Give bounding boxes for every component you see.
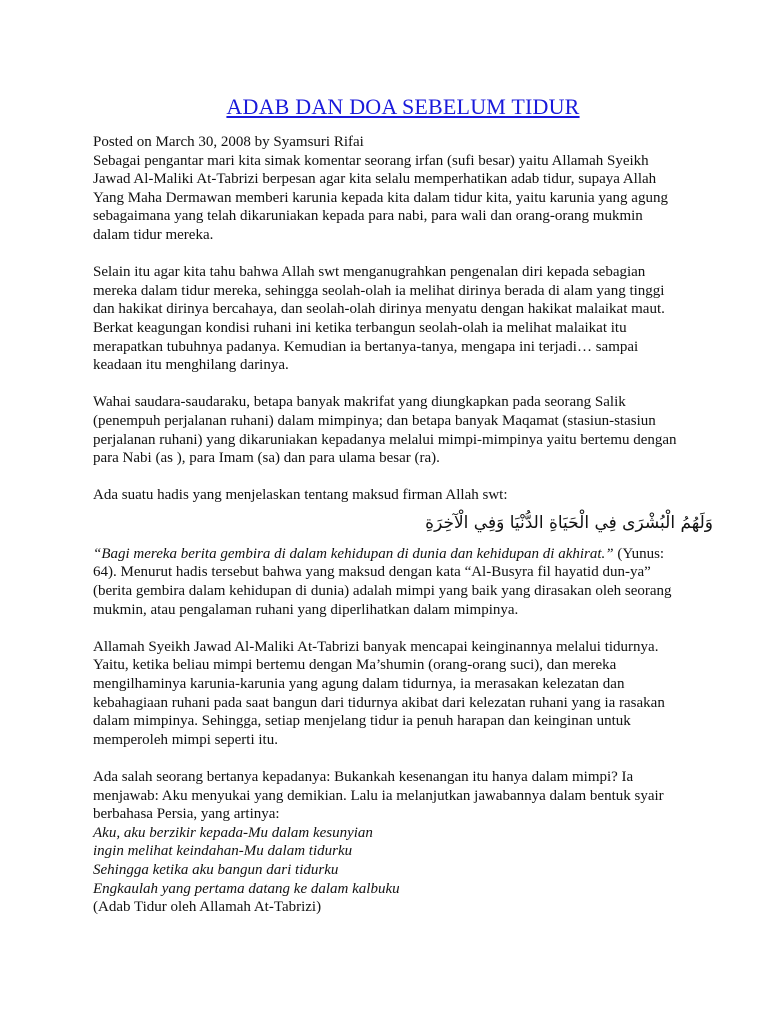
text-line: 64). Menurut hadis tersebut bahwa yang maksud dengan kata “Al-Busyra fil hayatid dun-ya” xyxy=(93,564,651,581)
text-line: kebahagiaan ruhani pada saat bangun dari tidurnya akibat dari kelezatan ruhani yang ia rasakan xyxy=(93,694,665,711)
text-line: berbahasa Persia, yang artinya: xyxy=(93,806,280,823)
text-line: Yang Maha Dermawan memberi karunia kepada kita dalam tidur kita, yaitu karunia yang agung xyxy=(93,189,668,206)
paragraph-gap xyxy=(93,619,713,638)
text-line: menjawab: Aku menyukai yang demikian. Lalu ia melanjutkan jawabannya dalam bentuk syair xyxy=(93,787,664,804)
paragraph-gap xyxy=(93,245,713,264)
paragraph-hadis-intro: Ada suatu hadis yang menjelaskan tentang maksud firman Allah swt: xyxy=(93,487,508,504)
paragraph-makrifat xyxy=(93,393,713,467)
poem-line: Engkaulah yang pertama datang ke dalam kalbuku xyxy=(93,880,400,897)
text-line: memperoleh mimpi seperti itu. xyxy=(93,731,278,748)
text-line: mengilhaminya karunia-karunia yang agung dalam tidurnya, ia merasakan kelezatan dan xyxy=(93,676,625,693)
text-line: Allamah Syeikh Jawad Al-Maliki At-Tabrizi banyak mencapai keinginannya melalui tidurnya. xyxy=(93,638,659,655)
document-page xyxy=(93,94,713,917)
text-line: dalam mimpinya. Sehingga, setiap menjelang tidur ia penuh harapan dan keinginan untuk xyxy=(93,713,631,730)
text-line xyxy=(93,545,713,564)
poem-block xyxy=(93,824,713,898)
poem-line: Aku, aku berzikir kepada-Mu dalam kesunyian xyxy=(93,824,373,841)
text-line: Ada salah seorang bertanya kepadanya: Bukankah kesenangan itu hanya dalam mimpi? Ia xyxy=(93,769,634,785)
text-line: Wahai saudara-saudaraku, betapa banyak makrifat yang diungkapkan pada seorang Salik xyxy=(93,394,626,411)
text-line: merapatkan tubuhnya padanya. Kemudian ia bertanya-tanya, mengapa ini terjadi… sampai xyxy=(93,338,639,355)
text-line: mukmin, atau pengalaman ruhani yang diperlihatkan dalam mimpinya. xyxy=(93,601,519,618)
text-line: dalam tidur mereka. xyxy=(93,226,214,243)
poem-line: Sehingga ketika aku bangun dari tidurku xyxy=(93,861,339,878)
paragraph-gap xyxy=(93,375,713,394)
text-line: (berita gembira dalam kehidupan di dunia) adalah mimpi yang baik yang dirasakan oleh seorang xyxy=(93,583,672,600)
paragraph-gap xyxy=(93,749,713,768)
poem-line: ingin melihat keindahan-Mu dalam tidurku xyxy=(93,843,353,860)
text-line: Sebagai pengantar mari kita simak komentar seorang irfan (sufi besar) yaitu Allamah Syeikh xyxy=(93,152,649,169)
text-line: Selain itu agar kita tahu bahwa Allah swt menganugrahkan pengenalan diri kepada sebagian xyxy=(93,264,646,281)
text-line: perjalanan ruhani) yang dikaruniakan kepadanya melalui mimpi-mimpinya yaitu bertemu dengan xyxy=(93,431,677,448)
paragraph-self-knowledge xyxy=(93,263,713,375)
post-meta: Posted on March 30, 2008 by Syamsuri Rifai xyxy=(93,134,364,150)
paragraph-question xyxy=(93,768,713,824)
text-line: keadaan itu menghilang darinya. xyxy=(93,357,289,374)
poem-credit: (Adab Tidur oleh Allamah At-Tabrizi) xyxy=(93,899,322,916)
paragraph-gap xyxy=(93,468,713,487)
text-line: (penempuh perjalanan ruhani) dalam mimpinya; dan betapa banyak Maqamat (stasiun-stasiun xyxy=(93,412,656,429)
article-title-link[interactable]: ADAB DAN DOA SEBELUM TIDUR xyxy=(226,94,580,119)
paragraph-tabrizi xyxy=(93,638,713,750)
text-line: Berkat keagungan kondisi ruhani ini ketika terbangun seolah-olah ia melihat malaikat itu xyxy=(93,319,627,336)
paragraph-intro xyxy=(93,152,713,245)
text-line: dan hakikat dirinya bercahaya, dan seolah-olah dirinya menyatu dengan hakikat malaikat maut. xyxy=(93,301,665,318)
text-line: mereka dalam tidur mereka, sehingga seolah-olah ia melihat dirinya berada di alam yang tinggi xyxy=(93,282,665,299)
verse-translation-italic: “Bagi mereka berita gembira di dalam kehidupan di dunia dan kehidupan di akhirat.” xyxy=(93,545,614,562)
text-line: sebagaimana yang telah dikaruniakan kepada para nabi, para wali dan orang-orang mukmin xyxy=(93,208,643,225)
verse-reference: (Yunus: xyxy=(613,545,665,562)
paragraph-translation xyxy=(93,545,713,619)
text-line: Jawad Al-Maliki At-Tabrizi berpesan agar kita selalu memperhatikan adab tidur, supaya Allah xyxy=(93,171,657,188)
text-line: para Nabi (as ), para Imam (sa) dan para ulama besar (ra). xyxy=(93,450,440,467)
arabic-verse: وَلَهُمُ الْبُشْرَى فِي الْحَيَاةِ الدُّنْيَا وَفِي الْآخِرَةِ xyxy=(425,512,713,533)
text-line: Yaitu, ketika beliau mimpi bertemu dengan Ma’shumin (orang-orang suci), dan mereka xyxy=(93,657,617,674)
